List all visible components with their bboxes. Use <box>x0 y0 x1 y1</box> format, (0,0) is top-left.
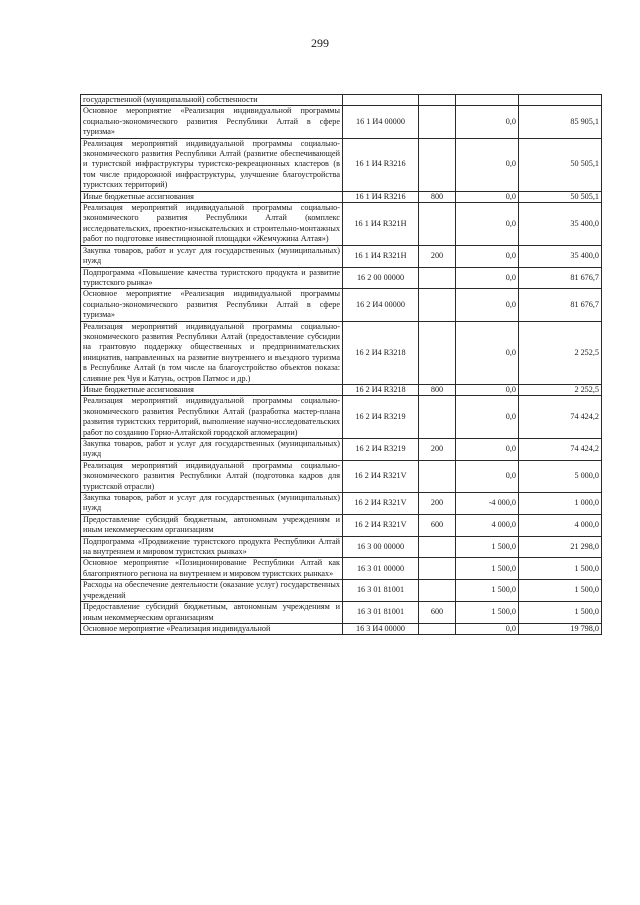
row-code: 16 2 И4 R321V <box>343 460 419 492</box>
row-code: 16 3 01 81001 <box>343 602 419 624</box>
table-row <box>81 514 602 536</box>
row-total-amount: 5 000,0 <box>519 460 602 492</box>
row-total-amount: 50 505,1 <box>519 138 602 191</box>
row-name: Расходы на обеспечение деятельности (оказание услуг) государственных учреждений <box>81 580 343 602</box>
row-code: 16 2 00 00000 <box>343 267 419 289</box>
row-code: 16 1 И4 R3216 <box>343 138 419 191</box>
table-row <box>81 384 602 395</box>
row-code: 16 1 И4 R321Н <box>343 203 419 246</box>
row-change-amount: -4 000,0 <box>456 493 519 515</box>
table-row <box>81 321 602 384</box>
row-code: 16 2 И4 R3218 <box>343 384 419 395</box>
row-code: 16 2 И4 R321V <box>343 514 419 536</box>
row-name: Основное мероприятие «Позиционирование Республики Алтай как благоприятного региона на внутреннем и мировом туристских рынках» <box>81 558 343 580</box>
row-total-amount: 50 505,1 <box>519 191 602 202</box>
row-code: 16 1 И4 00000 <box>343 106 419 138</box>
row-name: Иные бюджетные ассигнования <box>81 384 343 395</box>
table-row <box>81 623 602 634</box>
row-name: государственной (муниципальной) собственности <box>81 95 343 106</box>
row-expense-type: 800 <box>419 191 456 202</box>
row-name: Закупка товаров, работ и услуг для государственных (муниципальных) нужд <box>81 245 343 267</box>
row-expense-type <box>419 460 456 492</box>
row-expense-type <box>419 267 456 289</box>
row-name: Основное мероприятие «Реализация индивидуальной программы социально-экономического развития Республики Алтай в сфере туризма» <box>81 289 343 321</box>
row-code: 16 2 И4 R3219 <box>343 439 419 461</box>
row-change-amount: 0,0 <box>456 245 519 267</box>
row-total-amount: 2 252,5 <box>519 384 602 395</box>
row-change-amount: 0,0 <box>456 203 519 246</box>
row-change-amount: 0,0 <box>456 106 519 138</box>
row-change-amount: 4 000,0 <box>456 514 519 536</box>
row-name: Предоставление субсидий бюджетным, автономным учреждениям и иным некоммерческим организациям <box>81 602 343 624</box>
row-code: 16 2 И4 R3219 <box>343 396 419 439</box>
row-name: Подпрограмма «Продвижение туристского продукта Республики Алтай на внутреннем и мировом туристских рынках» <box>81 536 343 558</box>
row-expense-type <box>419 106 456 138</box>
table-row <box>81 439 602 461</box>
row-total-amount: 19 798,0 <box>519 623 602 634</box>
row-expense-type <box>419 396 456 439</box>
table-row <box>81 396 602 439</box>
row-name: Реализация мероприятий индивидуальной программы социально-экономического развития Республики Алтай (предоставление субсидии на грантовую поддержку общественных и предпринимательских инициатив, направленных на развитие внутреннего и въездного туризма в Республике Алтай (в том числе на благоустройство объектов показа: слияние рек Чуя и Катунь, остров Патмос и др.) <box>81 321 343 384</box>
row-name: Реализация мероприятий индивидуальной программы социально-экономического развития Республики Алтай (разработка мастер-плана развития туристских территорий, выполнение научно-исследовательских работ по созданию Горно-Алтайской городской агломерации) <box>81 396 343 439</box>
table-row <box>81 191 602 202</box>
row-change-amount: 0,0 <box>456 396 519 439</box>
row-change-amount: 0,0 <box>456 138 519 191</box>
row-code <box>343 95 419 106</box>
row-total-amount: 81 676,7 <box>519 289 602 321</box>
row-code: 16 1 И4 R3216 <box>343 191 419 202</box>
row-change-amount: 0,0 <box>456 460 519 492</box>
table-row <box>81 289 602 321</box>
row-total-amount: 1 500,0 <box>519 602 602 624</box>
row-name: Основное мероприятие «Реализация индивидуальной программы социально-экономического развития Республики Алтай в сфере туризма» <box>81 106 343 138</box>
row-expense-type: 200 <box>419 439 456 461</box>
row-code: 16 3 И4 00000 <box>343 623 419 634</box>
row-expense-type <box>419 580 456 602</box>
table-row <box>81 95 602 106</box>
row-expense-type <box>419 138 456 191</box>
row-expense-type <box>419 536 456 558</box>
row-total-amount: 74 424,2 <box>519 439 602 461</box>
row-name: Иные бюджетные ассигнования <box>81 191 343 202</box>
row-total-amount: 2 252,5 <box>519 321 602 384</box>
row-change-amount: 0,0 <box>456 439 519 461</box>
row-code: 16 3 01 81001 <box>343 580 419 602</box>
row-change-amount: 0,0 <box>456 321 519 384</box>
row-code: 16 3 00 00000 <box>343 536 419 558</box>
row-total-amount: 81 676,7 <box>519 267 602 289</box>
row-code: 16 2 И4 R321V <box>343 493 419 515</box>
table-row <box>81 536 602 558</box>
row-total-amount: 74 424,2 <box>519 396 602 439</box>
row-expense-type <box>419 558 456 580</box>
table-row <box>81 106 602 138</box>
row-code: 16 3 01 00000 <box>343 558 419 580</box>
row-expense-type: 200 <box>419 493 456 515</box>
table-row <box>81 245 602 267</box>
row-expense-type <box>419 95 456 106</box>
row-change-amount: 1 500,0 <box>456 536 519 558</box>
row-name: Основное мероприятие «Реализация индивидуальной <box>81 623 343 634</box>
row-change-amount: 1 500,0 <box>456 580 519 602</box>
row-name: Реализация мероприятий индивидуальной программы социально-экономического развития Республики Алтай (развитие обеспечивающей и туристской инфраструктуры туристско-рекреационных кластеров (в том числе придорожной инфраструктуры, улучшение благоустройства туристских территорий) <box>81 138 343 191</box>
table-row <box>81 558 602 580</box>
row-name: Закупка товаров, работ и услуг для государственных (муниципальных) нужд <box>81 493 343 515</box>
row-code: 16 1 И4 R321Н <box>343 245 419 267</box>
row-expense-type: 600 <box>419 602 456 624</box>
row-expense-type <box>419 623 456 634</box>
row-total-amount: 35 400,0 <box>519 245 602 267</box>
row-change-amount <box>456 95 519 106</box>
row-change-amount: 0,0 <box>456 384 519 395</box>
row-name: Закупка товаров, работ и услуг для государственных (муниципальных) нужд <box>81 439 343 461</box>
budget-table <box>80 94 602 635</box>
row-name: Реализация мероприятий индивидуальной программы социально-экономического развития Республики Алтай (подготовка кадров для туристской отрасли) <box>81 460 343 492</box>
row-total-amount: 1 500,0 <box>519 580 602 602</box>
row-change-amount: 0,0 <box>456 623 519 634</box>
row-total-amount: 4 000,0 <box>519 514 602 536</box>
page-number: 299 <box>311 36 329 50</box>
table-row <box>81 267 602 289</box>
row-change-amount: 0,0 <box>456 267 519 289</box>
row-total-amount: 35 400,0 <box>519 203 602 246</box>
table-row <box>81 203 602 246</box>
row-total-amount: 1 500,0 <box>519 558 602 580</box>
row-expense-type: 200 <box>419 245 456 267</box>
row-expense-type <box>419 203 456 246</box>
row-expense-type: 800 <box>419 384 456 395</box>
row-expense-type: 600 <box>419 514 456 536</box>
table-row <box>81 460 602 492</box>
row-total-amount: 1 000,0 <box>519 493 602 515</box>
row-change-amount: 0,0 <box>456 191 519 202</box>
row-change-amount: 1 500,0 <box>456 602 519 624</box>
row-expense-type <box>419 321 456 384</box>
row-total-amount: 85 905,1 <box>519 106 602 138</box>
row-name: Подпрограмма «Повышение качества туристского продукта и развитие туристского рынка» <box>81 267 343 289</box>
row-total-amount: 21 298,0 <box>519 536 602 558</box>
row-change-amount: 1 500,0 <box>456 558 519 580</box>
table-row <box>81 138 602 191</box>
row-name: Предоставление субсидий бюджетным, автономным учреждениям и иным некоммерческим организациям <box>81 514 343 536</box>
row-name: Реализация мероприятий индивидуальной программы социально-экономического развития Республики Алтай (комплекс исследовательских, проектно-изыскательских и строительно-монтажных работ по подготовке инвестиционной площадки «Жемчужина Алтая») <box>81 203 343 246</box>
row-change-amount: 0,0 <box>456 289 519 321</box>
table-row <box>81 602 602 624</box>
row-expense-type <box>419 289 456 321</box>
table-row <box>81 580 602 602</box>
table-row <box>81 493 602 515</box>
row-total-amount <box>519 95 602 106</box>
row-code: 16 2 И4 00000 <box>343 289 419 321</box>
row-code: 16 2 И4 R3218 <box>343 321 419 384</box>
